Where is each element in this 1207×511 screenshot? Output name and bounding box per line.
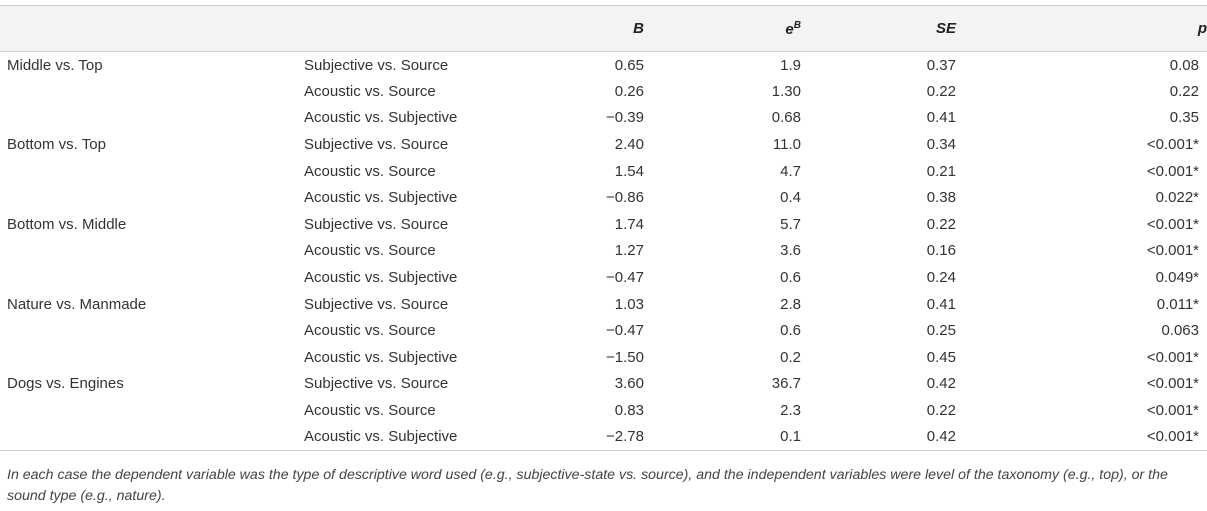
cell-p: <0.001* — [1146, 402, 1199, 420]
cell-se: 0.41 — [926, 295, 956, 313]
table-row — [0, 238, 1207, 265]
cell-se: 0.42 — [801, 424, 956, 451]
cell-p: <0.001* — [1146, 242, 1199, 260]
cell-b: 1.54 — [614, 162, 644, 180]
cell-se: 0.24 — [926, 269, 956, 287]
cell-p: 0.022* — [1155, 189, 1199, 207]
cell-p: 0.08 — [1169, 56, 1199, 74]
table-row — [0, 184, 1207, 211]
cell-eb: 1.30 — [771, 82, 801, 100]
cell-comparison: Subjective vs. Source — [304, 215, 449, 233]
table-row — [0, 78, 1207, 105]
header-eb — [644, 6, 801, 52]
cell-comparison: Acoustic vs. Subjective — [304, 109, 458, 127]
table-row — [0, 424, 1207, 451]
cell-b: 1.74 — [614, 215, 644, 233]
cell-comparison: Acoustic vs. Subjective — [304, 348, 458, 366]
cell-p: <0.001* — [1146, 215, 1199, 233]
cell-b: −0.47 — [606, 269, 644, 287]
cell-se: 0.22 — [926, 82, 956, 100]
cell-eb: 0.68 — [771, 109, 801, 127]
header-eb-base: e — [785, 20, 794, 38]
cell-p: <0.001* — [1146, 375, 1199, 393]
cell-comparison: Acoustic vs. Source — [304, 242, 436, 260]
cell-p: 0.011* — [1156, 295, 1199, 313]
table-row — [0, 397, 1207, 424]
cell-p: <0.001* — [1146, 162, 1199, 180]
cell-group — [0, 344, 304, 371]
cell-group — [0, 424, 304, 451]
table-row — [0, 317, 1207, 344]
table-row — [0, 291, 1207, 318]
cell-group — [0, 105, 304, 132]
cell-b: 0.83 — [614, 402, 644, 420]
cell-eb: 0.6 — [780, 269, 801, 287]
cell-comparison: Acoustic vs. Subjective — [304, 189, 458, 207]
table-body — [0, 52, 1207, 451]
table-row — [0, 131, 1207, 158]
cell-b: −0.39 — [606, 109, 644, 127]
cell-group: Nature vs. Manmade — [7, 295, 147, 313]
cell-eb: 36.7 — [771, 375, 801, 393]
cell-p: 0.22 — [1169, 82, 1199, 100]
cell-group — [0, 158, 304, 185]
cell-eb: 0.2 — [780, 348, 801, 366]
results-table — [0, 5, 1207, 451]
cell-se: 0.25 — [926, 322, 956, 340]
cell-se: 0.34 — [926, 136, 956, 154]
cell-eb: 5.7 — [780, 215, 801, 233]
cell-b: −2.78 — [504, 424, 644, 451]
cell-se: 0.38 — [926, 189, 956, 207]
cell-b: 0.65 — [614, 56, 644, 74]
cell-eb: 0.4 — [780, 189, 801, 207]
table-row — [0, 52, 1207, 79]
cell-comparison: Acoustic vs. Subjective — [304, 269, 458, 287]
cell-group: Bottom vs. Middle — [7, 215, 127, 233]
table-row — [0, 264, 1207, 291]
cell-se: 0.22 — [926, 402, 956, 420]
cell-b: −0.47 — [606, 322, 644, 340]
cell-group — [0, 78, 304, 105]
cell-group — [0, 397, 304, 424]
header-group — [0, 6, 304, 52]
table-row — [0, 344, 1207, 371]
cell-comparison: Subjective vs. Source — [304, 375, 449, 393]
header-p: p — [956, 6, 1207, 52]
cell-se: 0.16 — [926, 242, 956, 260]
header-row — [0, 6, 1207, 52]
cell-se: 0.22 — [926, 215, 956, 233]
cell-group: Middle vs. Top — [7, 56, 103, 74]
cell-b: 1.27 — [614, 242, 644, 260]
cell-p: <0.001* — [1146, 136, 1199, 154]
cell-eb: 4.7 — [780, 162, 801, 180]
cell-group — [0, 238, 304, 265]
cell-p: <0.001* — [1146, 348, 1199, 366]
cell-p: 0.35 — [1169, 109, 1199, 127]
cell-eb: 1.9 — [780, 56, 801, 74]
header-comparison — [304, 6, 504, 52]
header-b: B — [504, 6, 644, 52]
cell-p: 0.049* — [1155, 269, 1199, 287]
cell-comparison: Acoustic vs. Source — [304, 82, 436, 100]
cell-b: 0.26 — [614, 82, 644, 100]
cell-p: <0.001* — [956, 424, 1207, 451]
cell-comparison: Acoustic vs. Source — [304, 322, 436, 340]
cell-group: Bottom vs. Top — [7, 136, 106, 154]
cell-b: −0.86 — [606, 189, 644, 207]
table-row — [0, 158, 1207, 185]
cell-eb: 3.6 — [780, 242, 801, 260]
cell-se: 0.37 — [926, 56, 956, 74]
cell-se: 0.21 — [926, 162, 956, 180]
cell-group — [0, 184, 304, 211]
cell-group — [0, 317, 304, 344]
cell-b: −1.50 — [606, 348, 644, 366]
table-row — [0, 105, 1207, 132]
cell-b: 3.60 — [614, 375, 644, 393]
cell-comparison: Subjective vs. Source — [304, 295, 449, 313]
header-eb-sup: B — [793, 19, 801, 31]
cell-eb: 2.8 — [780, 295, 801, 313]
cell-comparison: Subjective vs. Source — [304, 56, 449, 74]
table-row — [0, 211, 1207, 238]
cell-b: 1.03 — [614, 295, 644, 313]
cell-se: 0.42 — [926, 375, 956, 393]
cell-eb: 0.1 — [644, 424, 801, 451]
cell-eb: 0.6 — [780, 322, 801, 340]
cell-se: 0.41 — [926, 109, 956, 127]
cell-group: Dogs vs. Engines — [7, 375, 124, 393]
cell-eb: 2.3 — [780, 402, 801, 420]
cell-p: 0.063 — [1161, 322, 1199, 340]
cell-comparison: Subjective vs. Source — [304, 136, 449, 154]
cell-comparison: Acoustic vs. Source — [304, 402, 436, 420]
cell-se: 0.45 — [926, 348, 956, 366]
cell-comparison: Acoustic vs. Subjective — [304, 424, 504, 451]
table-footnote: In each case the dependent variable was the type of descriptive word used (e.g., subjective-state vs. source), and the independent variables were level of the taxonomy (e.g., top), or the sound type (e.g., nature). — [7, 467, 1168, 504]
cell-eb: 11.0 — [772, 136, 801, 154]
cell-group — [0, 264, 304, 291]
header-se: SE — [801, 6, 956, 52]
cell-b: 2.40 — [614, 136, 644, 154]
cell-comparison: Acoustic vs. Source — [304, 162, 436, 180]
table-row — [0, 371, 1207, 398]
